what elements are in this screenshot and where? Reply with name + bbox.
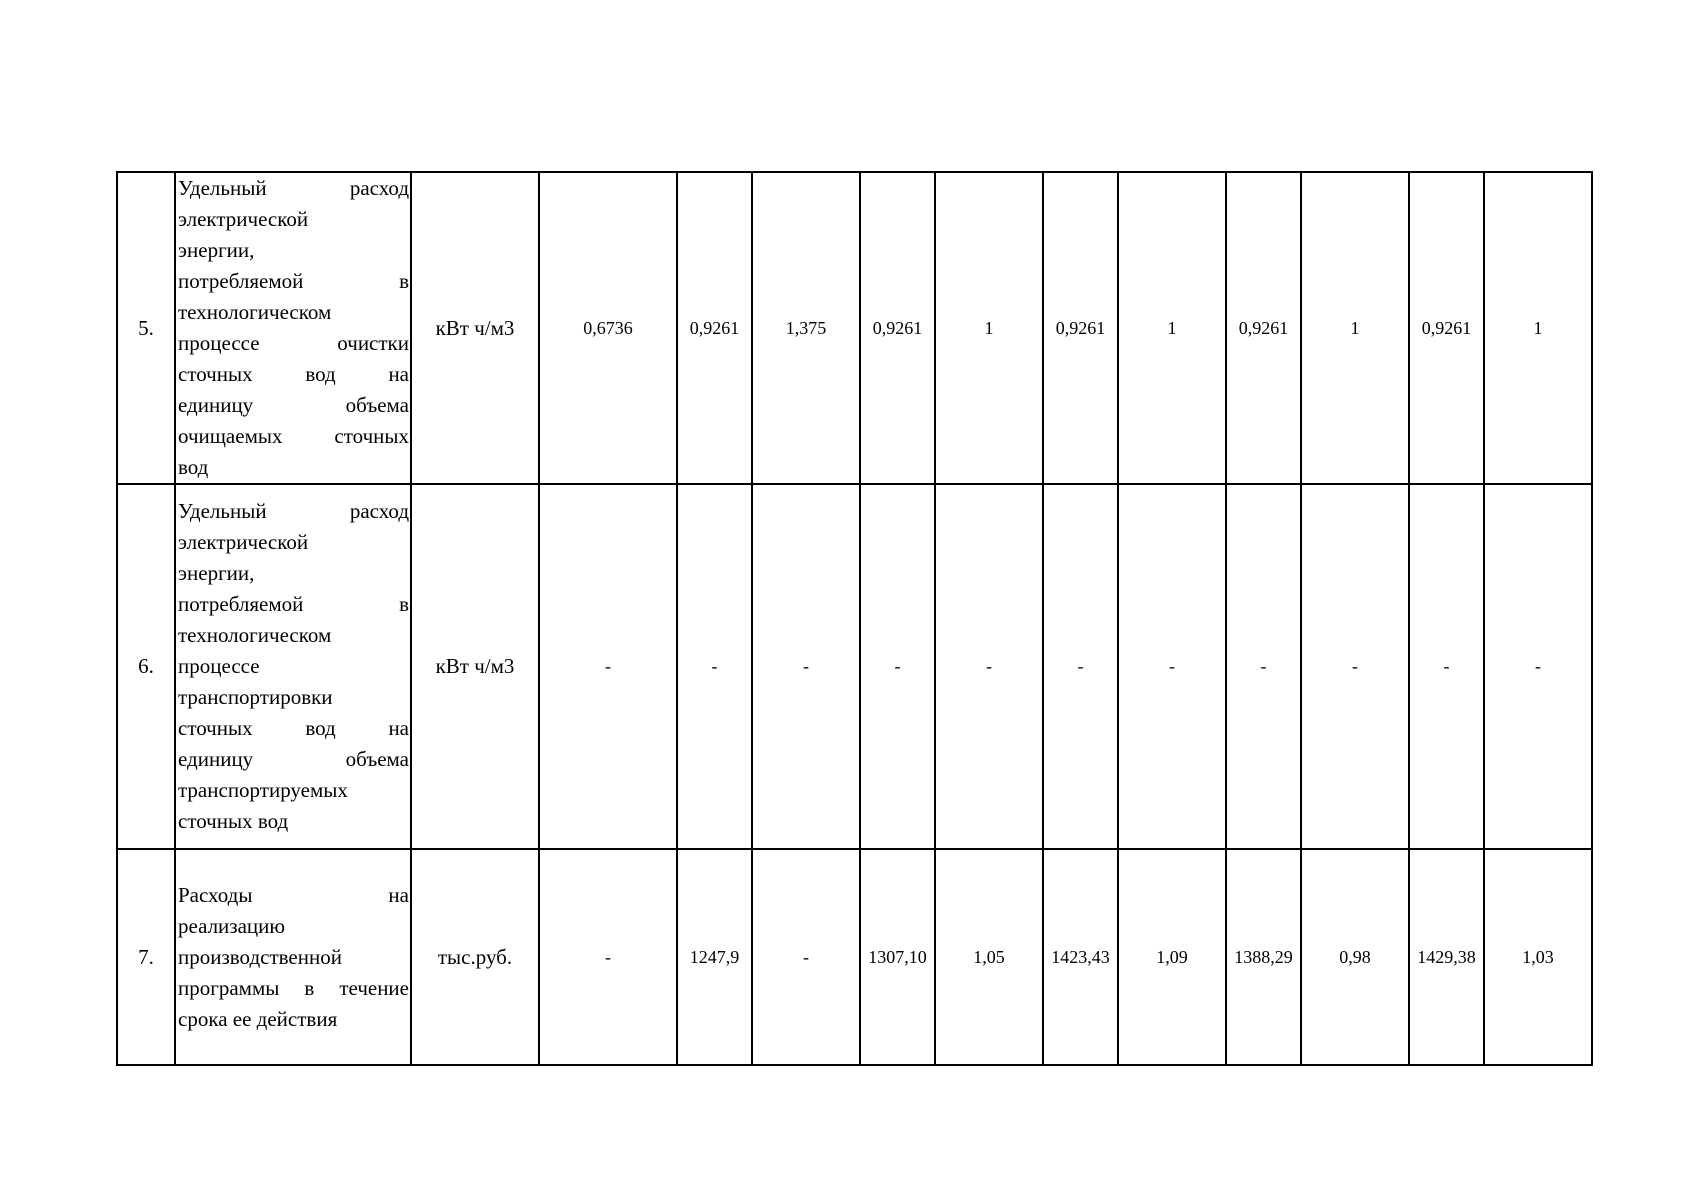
value-cell: 1388,29 bbox=[1226, 849, 1301, 1065]
indicator-name-line: потребляемой в bbox=[178, 592, 409, 616]
indicator-name-line: процессе очистки bbox=[178, 331, 409, 355]
indicator-name bbox=[175, 172, 411, 484]
value-cell: 0,9261 bbox=[860, 172, 935, 484]
indicator-name-line: очищаемых сточных bbox=[178, 424, 409, 448]
value-cell: - bbox=[752, 484, 860, 849]
indicator-name-line: производственной bbox=[178, 944, 342, 969]
indicator-name-line: единицу объема bbox=[178, 747, 409, 771]
indicator-name-line: транспортировки bbox=[178, 685, 333, 709]
row-number: 5. bbox=[117, 172, 175, 484]
indicator-name-line: реализацию bbox=[178, 913, 286, 938]
value-cell: 1307,10 bbox=[860, 849, 935, 1065]
document-page bbox=[116, 171, 1593, 1066]
value-cell: - bbox=[860, 484, 935, 849]
table-row bbox=[117, 172, 1592, 484]
value-cell: - bbox=[1409, 484, 1484, 849]
value-cell: 0,9261 bbox=[1043, 172, 1118, 484]
unit-cell: тыс.руб. bbox=[411, 849, 539, 1065]
table-row bbox=[117, 849, 1592, 1065]
indicator-name-line: сточных вод на bbox=[178, 362, 409, 386]
value-cell: 0,9261 bbox=[677, 172, 752, 484]
value-cell: 1429,38 bbox=[1409, 849, 1484, 1065]
value-cell: - bbox=[1118, 484, 1226, 849]
value-cell: 1,03 bbox=[1484, 849, 1592, 1065]
indicator-name-line: транспортируемых bbox=[178, 778, 348, 802]
indicator-name-line: срока ее действия bbox=[178, 1006, 338, 1031]
indicator-name-line: технологическом bbox=[178, 300, 332, 324]
value-cell: 1,375 bbox=[752, 172, 860, 484]
indicator-name-line: потребляемой в bbox=[178, 269, 409, 293]
indicator-name-line: сточных вод на bbox=[178, 716, 409, 740]
indicator-name bbox=[175, 849, 411, 1065]
indicators-table bbox=[116, 171, 1593, 1066]
value-cell: - bbox=[1043, 484, 1118, 849]
value-cell: - bbox=[1301, 484, 1409, 849]
indicator-name-line: программы в течение bbox=[178, 975, 409, 1000]
indicator-name-line: Расходы на bbox=[178, 882, 409, 907]
value-cell: 0,9261 bbox=[1226, 172, 1301, 484]
indicator-name-line: технологическом bbox=[178, 623, 332, 647]
value-cell: - bbox=[1226, 484, 1301, 849]
value-cell: 1 bbox=[1301, 172, 1409, 484]
value-cell: 1247,9 bbox=[677, 849, 752, 1065]
value-cell: 0,9261 bbox=[1409, 172, 1484, 484]
value-cell: - bbox=[752, 849, 860, 1065]
indicator-name-line: Удельный расход bbox=[178, 499, 409, 523]
indicator-name-line: вод bbox=[178, 455, 209, 479]
value-cell: 1 bbox=[1484, 172, 1592, 484]
value-cell: 1,05 bbox=[935, 849, 1043, 1065]
value-cell: 0,98 bbox=[1301, 849, 1409, 1065]
indicator-name-line: электрической bbox=[178, 530, 309, 554]
value-cell: 1423,43 bbox=[1043, 849, 1118, 1065]
row-number: 6. bbox=[117, 484, 175, 849]
indicator-name bbox=[175, 484, 411, 849]
unit-cell: кВт ч/м3 bbox=[411, 484, 539, 849]
unit-cell: кВт ч/м3 bbox=[411, 172, 539, 484]
value-cell: 1 bbox=[935, 172, 1043, 484]
indicator-name-line: электрической bbox=[178, 207, 309, 231]
value-cell: - bbox=[677, 484, 752, 849]
indicator-name-line: Удельный расход bbox=[178, 176, 409, 200]
value-cell: - bbox=[935, 484, 1043, 849]
value-cell: - bbox=[539, 849, 677, 1065]
value-cell: - bbox=[1484, 484, 1592, 849]
value-cell: - bbox=[539, 484, 677, 849]
value-cell: 1 bbox=[1118, 172, 1226, 484]
indicator-name-line: сточных вод bbox=[178, 809, 289, 833]
row-number: 7. bbox=[117, 849, 175, 1065]
indicator-name-line: энергии, bbox=[178, 238, 255, 262]
indicator-name-line: единицу объема bbox=[178, 393, 409, 417]
table-row bbox=[117, 484, 1592, 849]
value-cell: 0,6736 bbox=[539, 172, 677, 484]
value-cell: 1,09 bbox=[1118, 849, 1226, 1065]
indicator-name-line: энергии, bbox=[178, 561, 255, 585]
indicator-name-line: процессе bbox=[178, 654, 260, 678]
